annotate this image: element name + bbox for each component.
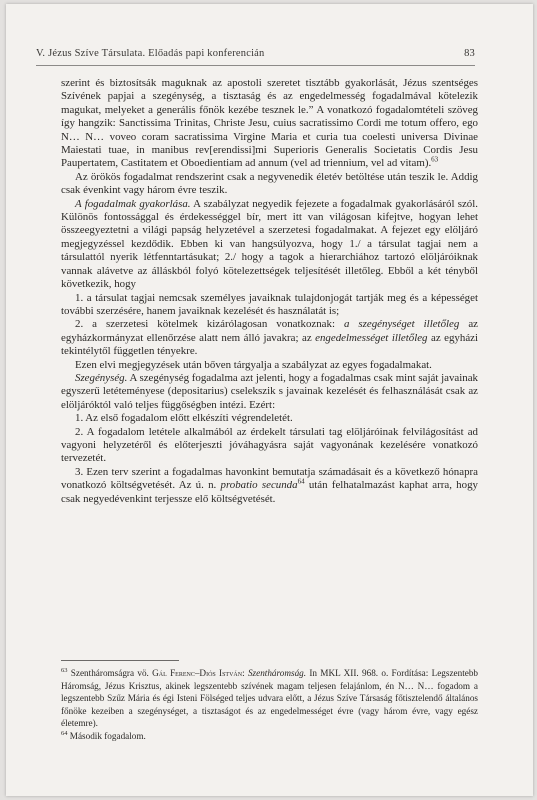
list-item-text: 2. a szerzetesi kötelmek kizárólagosan vonatkoznak: xyxy=(75,318,344,331)
running-title: V. Jézus Szíve Társulata. Előadás papi konferencián xyxy=(36,48,265,59)
footnote-text: Második fogadalom. xyxy=(69,730,146,741)
paragraph xyxy=(61,372,478,412)
list-item: 1. Az első fogadalom előtt elkészíti végrendeletét. xyxy=(75,412,293,425)
footnote-ref: 64 xyxy=(297,477,305,486)
footnote-number: 64 xyxy=(61,729,68,737)
footnote-ref: 63 xyxy=(431,155,439,164)
list-item-text: után felhatalmazást kaphat arra, hogy csak negyedévenkint terjessze elő költségvetését. xyxy=(61,479,478,505)
list-item: 2. A fogadalom letétele alkalmából az érdekelt társulati tag elöljáróinak felvilágosítást ad vagyoni helyzetéről és előterjeszti jóváhagyásra saját vagyonának kezelésére vonatkozó tervezetét. xyxy=(61,425,478,465)
list-item-text: az egyházi tekintélytől független tényekre. xyxy=(61,331,479,358)
author-names: Gál Ferenc–Diós István: xyxy=(152,668,245,678)
emphasis: probatio secunda xyxy=(220,479,298,492)
footnotes xyxy=(61,667,478,743)
work-title: Szentháromság. xyxy=(244,668,307,678)
list-item-text: az egyházkormányzat ellenőrzése alatt nem álló javakra; az xyxy=(61,318,479,344)
footnote xyxy=(61,667,478,730)
list-item xyxy=(61,466,478,506)
emphasis: a szegénységet illetőleg xyxy=(343,318,460,331)
page-number: 83 xyxy=(464,48,475,59)
running-header xyxy=(36,48,475,64)
body-text xyxy=(61,77,478,506)
footnote-number: 63 xyxy=(61,666,68,674)
paragraph xyxy=(61,77,478,171)
section-heading: Szegénység. xyxy=(75,371,128,384)
paragraph-text: szerint és biztosítsák maguknak az apostoli szeretet tisztább gyakorlását, Jézus szentséges Szívének papjai a szegénység, a tisztaság és az engedelmesség fogadalmával kötelezik magukat, melyeket a generális főnök kezébe tesznek le.” A vonatkozó fogadalomtételi szöveg így hangzik: Sanctissima Trinitas, Christe Jesu, cuius sacratissimo Cordi me totum offero, ego N… N… voveo coram sacratissima Virgine Maria et curia tua coelesti universa Divinae Maiestati tuae, in manibus rev[erendissi]mi Superioris Generalis Societatis Cordis Jesu Paupertatem, Castitatem et Oboedientiam ad annum (vel ad triennium, vel ad vitam). xyxy=(61,77,478,170)
paragraph: Az örökös fogadalmat rendszerint csak a negyvenedik életév betöltése után teszik le. Addig csak évenkint vagy három évre teszik. xyxy=(61,170,478,197)
header-rule xyxy=(36,65,475,66)
section-heading: A fogadalmak gyakorlása. xyxy=(75,197,191,210)
paragraph-text: A szabályzat negyedik fejezete a fogadalmak gyakorlásáról szól. Különös fontossággal és érdekességgel bír, mert itt van világosan kifejtve, hogyan lehet összeegyeztetni a világi papság helyzetével a szerzetesi fogadalmakat. A fejezet egy elöljáró megjegyzéssel kezdődik. Ebben ki van hangsúlyozva, hogy 1./ a társulat tagjai nem a társulattól nyerik létfenntartásukat; 2./ hogy a tagok a hierarchiához tartozó elöljáróiknak vannak alávetve az álláskból folyó kötelezettségek teljesítését illetőleg. Ebből a két tényből következik, hogy xyxy=(61,197,478,291)
list-item: 1. a társulat tagjai nemcsak személyes javaiknak tulajdonjogát tartják meg és a képességet további szerzésére, hanem javaiknak kezelését és használatát is; xyxy=(61,291,478,317)
list-item xyxy=(61,318,478,358)
book-page xyxy=(6,4,533,796)
footnote-text: Szentháromságra vö. xyxy=(70,668,153,678)
emphasis: engedelmességet illetőleg xyxy=(315,331,428,344)
footnote-text: In MKL XII. 968. o. Fordítása: Legszentebb Háromság, Jézus Krisztus, akinek legszentebb szívének magam teljesen felajánlom, én N… N… fogadom a legszentebb Szűz Mária és égi Isteni Fölséged teljes udvara előtt, a Jézus Szíve Társaság főtisztelendő általános főnöke kezeiben a szegénységet, a tisztaságot és az engedelmességet évre (vagy három évre, vagy egész életemre). xyxy=(61,668,479,729)
paragraph: Ezen elvi megjegyzések után bőven tárgyalja a szabályzat az egyes fogadalmakat. xyxy=(75,358,432,371)
paragraph-text: A szegénység fogadalma azt jelenti, hogy a fogadalmas csak mint saját javainak egyszerű letéteményese (depositarius) cselekszik s javainak kezelését és felhasználását csak az elöljáróktól való teljes függőségben intézi. Ezért: xyxy=(61,371,478,411)
footnote-rule xyxy=(61,660,179,661)
paragraph xyxy=(61,198,478,292)
footnote xyxy=(61,730,478,743)
list-item-text: 3. Ezen terv szerint a fogadalmas havonkint bemutatja számadásait és a következő hónapra vonatkozó költségvetését. Az ú. n. xyxy=(61,465,478,492)
